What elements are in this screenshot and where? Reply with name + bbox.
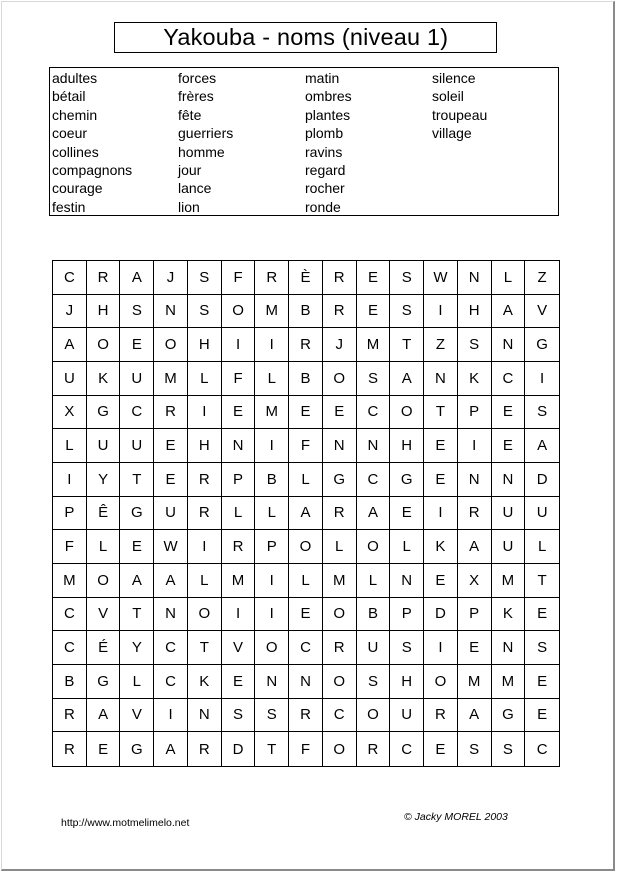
- grid-cell[interactable]: R: [53, 732, 87, 766]
- grid-cell[interactable]: I: [188, 530, 222, 564]
- grid-cell[interactable]: P: [390, 598, 424, 632]
- grid-cell[interactable]: R: [188, 732, 222, 766]
- grid-cell[interactable]: C: [357, 396, 391, 430]
- word-list-column: [178, 69, 233, 216]
- grid-cell[interactable]: S: [120, 295, 154, 329]
- grid-cell[interactable]: L: [255, 362, 289, 396]
- word-list-item: festin: [52, 198, 86, 215]
- grid-cell[interactable]: N: [289, 665, 323, 699]
- grid-cell[interactable]: R: [289, 699, 323, 733]
- grid-cell[interactable]: Y: [87, 463, 121, 497]
- grid-cell[interactable]: A: [357, 497, 391, 531]
- grid-cell[interactable]: K: [87, 362, 121, 396]
- word-list-item: silence: [432, 70, 476, 86]
- grid-cell[interactable]: S: [188, 261, 222, 295]
- grid-cell[interactable]: S: [390, 261, 424, 295]
- grid-cell[interactable]: I: [53, 463, 87, 497]
- grid-cell[interactable]: L: [120, 665, 154, 699]
- grid-cell[interactable]: R: [255, 261, 289, 295]
- word-list-item: fête: [178, 106, 202, 123]
- grid-cell[interactable]: W: [154, 530, 188, 564]
- grid-cell[interactable]: E: [492, 429, 526, 463]
- word-list-item: ravins: [305, 143, 343, 160]
- grid-cell[interactable]: D: [222, 732, 256, 766]
- grid-cell[interactable]: K: [424, 530, 458, 564]
- grid-cell[interactable]: A: [53, 328, 87, 362]
- grid-cell[interactable]: N: [424, 362, 458, 396]
- grid-cell[interactable]: I: [424, 631, 458, 665]
- grid-cell[interactable]: S: [458, 328, 492, 362]
- word-list-item: matin: [305, 70, 340, 86]
- grid-cell[interactable]: D: [424, 598, 458, 632]
- grid-cell[interactable]: A: [154, 732, 188, 766]
- grid-cell[interactable]: B: [289, 295, 323, 329]
- grid-cell[interactable]: G: [87, 396, 121, 430]
- grid-cell[interactable]: G: [492, 699, 526, 733]
- grid-cell[interactable]: F: [222, 261, 256, 295]
- word-list-item: bétail: [52, 88, 86, 105]
- grid-cell[interactable]: I: [255, 328, 289, 362]
- grid-cell[interactable]: U: [154, 497, 188, 531]
- grid-cell[interactable]: N: [458, 261, 492, 295]
- grid-cell[interactable]: S: [492, 732, 526, 766]
- word-list-item: ronde: [305, 198, 341, 215]
- grid-cell[interactable]: R: [154, 396, 188, 430]
- grid-cell[interactable]: N: [154, 598, 188, 632]
- grid-cell[interactable]: F: [53, 530, 87, 564]
- word-list-item: troupeau: [432, 106, 488, 123]
- grid-cell[interactable]: C: [154, 665, 188, 699]
- grid-cell[interactable]: I: [255, 429, 289, 463]
- grid-cell[interactable]: E: [222, 396, 256, 430]
- grid-cell[interactable]: J: [53, 295, 87, 329]
- grid-cell[interactable]: T: [120, 598, 154, 632]
- grid-cell[interactable]: R: [87, 261, 121, 295]
- grid-cell[interactable]: M: [255, 396, 289, 430]
- grid-cell[interactable]: N: [357, 429, 391, 463]
- grid-cell[interactable]: L: [188, 564, 222, 598]
- grid-cell[interactable]: S: [525, 631, 559, 665]
- grid-cell[interactable]: S: [222, 699, 256, 733]
- grid-cell[interactable]: M: [323, 564, 357, 598]
- grid-cell[interactable]: C: [120, 396, 154, 430]
- grid-cell[interactable]: G: [390, 463, 424, 497]
- grid-cell[interactable]: O: [154, 328, 188, 362]
- grid-cell[interactable]: I: [154, 699, 188, 733]
- grid-cell[interactable]: M: [492, 665, 526, 699]
- grid-cell[interactable]: N: [492, 328, 526, 362]
- footer-copyright: © Jacky MOREL 2003: [404, 811, 508, 823]
- grid-cell[interactable]: Z: [424, 328, 458, 362]
- grid-cell[interactable]: E: [222, 665, 256, 699]
- grid-cell[interactable]: C: [390, 732, 424, 766]
- grid-cell[interactable]: V: [120, 699, 154, 733]
- grid-cell[interactable]: O: [255, 631, 289, 665]
- grid-cell[interactable]: I: [222, 598, 256, 632]
- grid-cell[interactable]: G: [87, 665, 121, 699]
- grid-cell[interactable]: G: [323, 463, 357, 497]
- grid-cell[interactable]: R: [323, 631, 357, 665]
- word-list-item: chemin: [52, 106, 98, 123]
- grid-cell[interactable]: O: [188, 598, 222, 632]
- grid-cell[interactable]: T: [120, 463, 154, 497]
- grid-cell[interactable]: T: [390, 328, 424, 362]
- grid-cell[interactable]: M: [458, 665, 492, 699]
- grid-cell[interactable]: Z: [525, 261, 559, 295]
- grid-cell[interactable]: E: [424, 732, 458, 766]
- grid-cell[interactable]: W: [424, 261, 458, 295]
- grid-cell[interactable]: H: [188, 429, 222, 463]
- grid-cell[interactable]: C: [323, 699, 357, 733]
- grid-cell[interactable]: Y: [120, 631, 154, 665]
- grid-cell[interactable]: N: [492, 631, 526, 665]
- grid-cell[interactable]: O: [323, 665, 357, 699]
- grid-cell[interactable]: R: [458, 497, 492, 531]
- grid-cell[interactable]: C: [357, 463, 391, 497]
- word-list-column: [305, 69, 352, 216]
- grid-cell[interactable]: R: [289, 328, 323, 362]
- grid-cell[interactable]: N: [188, 699, 222, 733]
- word-list-item: guerriers: [178, 125, 234, 142]
- grid-cell[interactable]: V: [87, 598, 121, 632]
- grid-cell[interactable]: L: [222, 497, 256, 531]
- grid-cell[interactable]: T: [424, 396, 458, 430]
- grid-cell[interactable]: F: [289, 732, 323, 766]
- grid-cell[interactable]: S: [255, 699, 289, 733]
- grid-cell[interactable]: P: [458, 396, 492, 430]
- grid-cell[interactable]: S: [390, 295, 424, 329]
- grid-cell[interactable]: X: [53, 396, 87, 430]
- grid-cell[interactable]: I: [188, 396, 222, 430]
- grid-cell[interactable]: N: [492, 463, 526, 497]
- grid-cell[interactable]: O: [424, 665, 458, 699]
- grid-cell[interactable]: I: [458, 429, 492, 463]
- word-list-item: forces: [178, 70, 217, 86]
- grid-cell[interactable]: Ê: [87, 497, 121, 531]
- grid-cell[interactable]: S: [188, 295, 222, 329]
- grid-cell[interactable]: E: [289, 598, 323, 632]
- word-list: [49, 67, 559, 216]
- grid-cell[interactable]: E: [87, 732, 121, 766]
- grid-cell[interactable]: C: [53, 261, 87, 295]
- grid-cell[interactable]: A: [492, 295, 526, 329]
- grid-cell[interactable]: T: [255, 732, 289, 766]
- grid-cell[interactable]: C: [492, 362, 526, 396]
- grid-cell[interactable]: K: [492, 598, 526, 632]
- grid-cell[interactable]: M: [492, 564, 526, 598]
- word-list-item: frères: [178, 88, 214, 105]
- grid-cell[interactable]: U: [53, 362, 87, 396]
- grid-cell[interactable]: E: [424, 463, 458, 497]
- grid-cell[interactable]: U: [492, 497, 526, 531]
- grid-cell[interactable]: N: [154, 295, 188, 329]
- grid-cell[interactable]: L: [390, 530, 424, 564]
- grid-cell[interactable]: L: [289, 564, 323, 598]
- grid-cell[interactable]: L: [525, 530, 559, 564]
- grid-cell[interactable]: O: [87, 328, 121, 362]
- grid-cell[interactable]: R: [222, 530, 256, 564]
- grid-cell[interactable]: E: [120, 530, 154, 564]
- grid-cell[interactable]: A: [458, 699, 492, 733]
- word-list-item: rocher: [305, 180, 345, 197]
- grid-cell[interactable]: A: [87, 699, 121, 733]
- grid-cell[interactable]: R: [424, 699, 458, 733]
- grid-cell[interactable]: E: [357, 295, 391, 329]
- grid-cell[interactable]: È: [289, 261, 323, 295]
- grid-cell[interactable]: O: [357, 530, 391, 564]
- grid-cell[interactable]: N: [222, 429, 256, 463]
- grid-cell[interactable]: M: [255, 295, 289, 329]
- grid-cell[interactable]: I: [525, 362, 559, 396]
- grid-cell[interactable]: X: [458, 564, 492, 598]
- grid-cell[interactable]: L: [357, 564, 391, 598]
- word-list-item: adultes: [52, 70, 98, 86]
- grid-cell[interactable]: E: [424, 564, 458, 598]
- grid-cell[interactable]: O: [323, 598, 357, 632]
- grid-cell[interactable]: O: [323, 732, 357, 766]
- grid-cell[interactable]: N: [323, 429, 357, 463]
- grid-cell[interactable]: H: [390, 665, 424, 699]
- grid-cell[interactable]: A: [525, 429, 559, 463]
- grid-cell[interactable]: E: [154, 463, 188, 497]
- footer-url[interactable]: http://www.motmelimelo.net: [61, 817, 190, 829]
- page-title-box: [114, 22, 497, 53]
- grid-cell[interactable]: A: [289, 497, 323, 531]
- grid-cell[interactable]: L: [255, 497, 289, 531]
- word-list-item: lance: [178, 180, 212, 197]
- grid-cell[interactable]: U: [357, 631, 391, 665]
- grid-cell[interactable]: E: [390, 497, 424, 531]
- grid-cell[interactable]: I: [424, 497, 458, 531]
- grid-cell[interactable]: O: [357, 699, 391, 733]
- word-list-item: jour: [178, 161, 202, 178]
- grid-cell[interactable]: V: [222, 631, 256, 665]
- grid-cell[interactable]: S: [525, 396, 559, 430]
- grid-cell[interactable]: L: [492, 261, 526, 295]
- grid-cell[interactable]: R: [357, 732, 391, 766]
- grid-cell[interactable]: O: [222, 295, 256, 329]
- grid-cell[interactable]: H: [188, 328, 222, 362]
- grid-cell[interactable]: É: [87, 631, 121, 665]
- grid-cell[interactable]: E: [357, 261, 391, 295]
- grid-cell[interactable]: R: [323, 261, 357, 295]
- word-list-item: plomb: [305, 125, 344, 142]
- word-list-item: homme: [178, 143, 225, 160]
- grid-cell[interactable]: C: [53, 598, 87, 632]
- grid-cell[interactable]: E: [323, 396, 357, 430]
- grid-cell[interactable]: C: [536, 740, 548, 758]
- grid-cell[interactable]: C: [154, 631, 188, 665]
- grid-cell[interactable]: G: [525, 328, 559, 362]
- grid-cell[interactable]: E: [154, 429, 188, 463]
- word-list-column: [52, 69, 132, 216]
- grid-cell[interactable]: L: [323, 530, 357, 564]
- grid-cell[interactable]: R: [323, 497, 357, 531]
- grid-cell[interactable]: B: [357, 598, 391, 632]
- word-list-item: compagnons: [52, 161, 133, 178]
- grid-cell[interactable]: T: [188, 631, 222, 665]
- grid-cell[interactable]: E: [492, 396, 526, 430]
- grid-cell[interactable]: E: [424, 429, 458, 463]
- grid-cell[interactable]: A: [120, 261, 154, 295]
- grid-cell[interactable]: E: [120, 328, 154, 362]
- grid-cell[interactable]: E: [458, 631, 492, 665]
- grid-cell[interactable]: N: [458, 463, 492, 497]
- grid-cell[interactable]: R: [53, 699, 87, 733]
- grid-cell[interactable]: P: [222, 463, 256, 497]
- grid-cell[interactable]: U: [87, 429, 121, 463]
- grid-cell[interactable]: M: [53, 564, 87, 598]
- word-list-item: courage: [52, 180, 103, 197]
- word-list-item: plantes: [305, 106, 351, 123]
- grid-cell[interactable]: S: [357, 665, 391, 699]
- grid-cell[interactable]: P: [458, 598, 492, 632]
- grid-cell[interactable]: L: [53, 429, 87, 463]
- grid-cell[interactable]: K: [188, 665, 222, 699]
- grid-cell[interactable]: J: [323, 328, 357, 362]
- grid-cell[interactable]: E: [525, 598, 559, 632]
- grid-cell[interactable]: O: [390, 396, 424, 430]
- grid-cell[interactable]: R: [323, 295, 357, 329]
- grid-cell[interactable]: U: [120, 362, 154, 396]
- grid-cell[interactable]: U: [492, 530, 526, 564]
- page-title: Yakouba - noms (niveau 1): [162, 24, 449, 50]
- word-list-item: lion: [178, 198, 200, 215]
- grid-cell[interactable]: N: [255, 665, 289, 699]
- grid-cell[interactable]: E: [525, 699, 559, 733]
- grid-cell[interactable]: H: [87, 295, 121, 329]
- grid-cell[interactable]: B: [53, 665, 87, 699]
- grid-cell[interactable]: S: [357, 362, 391, 396]
- grid-cell[interactable]: A: [458, 530, 492, 564]
- grid-cell[interactable]: L: [87, 530, 121, 564]
- letter-grid: [52, 260, 560, 767]
- grid-cell[interactable]: P: [255, 530, 289, 564]
- grid-cell[interactable]: H: [458, 295, 492, 329]
- grid-cell[interactable]: F: [222, 362, 256, 396]
- grid-cell[interactable]: S: [390, 631, 424, 665]
- grid-cell[interactable]: R: [188, 497, 222, 531]
- word-list-item: village: [432, 125, 472, 142]
- grid-cell[interactable]: A: [154, 564, 188, 598]
- grid-cell[interactable]: U: [390, 699, 424, 733]
- grid-cell[interactable]: G: [120, 497, 154, 531]
- word-list-item: collines: [52, 143, 99, 160]
- grid-cell[interactable]: K: [458, 362, 492, 396]
- grid-cell[interactable]: N: [390, 564, 424, 598]
- grid-cell[interactable]: C: [289, 631, 323, 665]
- word-list-item: coeur: [52, 125, 88, 142]
- grid-cell[interactable]: B: [255, 463, 289, 497]
- grid-cell[interactable]: B: [289, 362, 323, 396]
- grid-cell[interactable]: O: [323, 362, 357, 396]
- grid-cell[interactable]: D: [525, 463, 559, 497]
- grid-cell[interactable]: F: [289, 429, 323, 463]
- grid-cell[interactable]: I: [222, 328, 256, 362]
- grid-cell[interactable]: R: [188, 463, 222, 497]
- grid-cell[interactable]: M: [222, 564, 256, 598]
- grid-cell[interactable]: A: [120, 564, 154, 598]
- word-list-item: ombres: [305, 88, 352, 105]
- grid-cell[interactable]: A: [390, 362, 424, 396]
- grid-cell[interactable]: V: [525, 295, 559, 329]
- grid-cell[interactable]: I: [255, 564, 289, 598]
- grid-cell[interactable]: C: [53, 631, 87, 665]
- word-list-column: [432, 69, 487, 143]
- grid-cell[interactable]: I: [424, 295, 458, 329]
- grid-cell[interactable]: O: [289, 530, 323, 564]
- grid-cell[interactable]: M: [154, 362, 188, 396]
- grid-cell[interactable]: I: [255, 598, 289, 632]
- grid-cell[interactable]: P: [53, 497, 87, 531]
- grid-cell[interactable]: U: [525, 497, 559, 531]
- grid-cell[interactable]: U: [120, 429, 154, 463]
- grid-cell[interactable]: H: [390, 429, 424, 463]
- word-list-item: soleil: [432, 88, 464, 105]
- grid-cell[interactable]: L: [188, 362, 222, 396]
- grid-cell[interactable]: T: [525, 564, 559, 598]
- grid-cell[interactable]: G: [120, 732, 154, 766]
- grid-cell[interactable]: O: [87, 564, 121, 598]
- grid-cell[interactable]: L: [289, 463, 323, 497]
- grid-cell[interactable]: E: [525, 665, 559, 699]
- grid-cell[interactable]: J: [154, 261, 188, 295]
- grid-cell[interactable]: S: [458, 732, 492, 766]
- grid-cell[interactable]: E: [289, 396, 323, 430]
- word-list-item: regard: [305, 161, 346, 178]
- grid-cell[interactable]: M: [357, 328, 391, 362]
